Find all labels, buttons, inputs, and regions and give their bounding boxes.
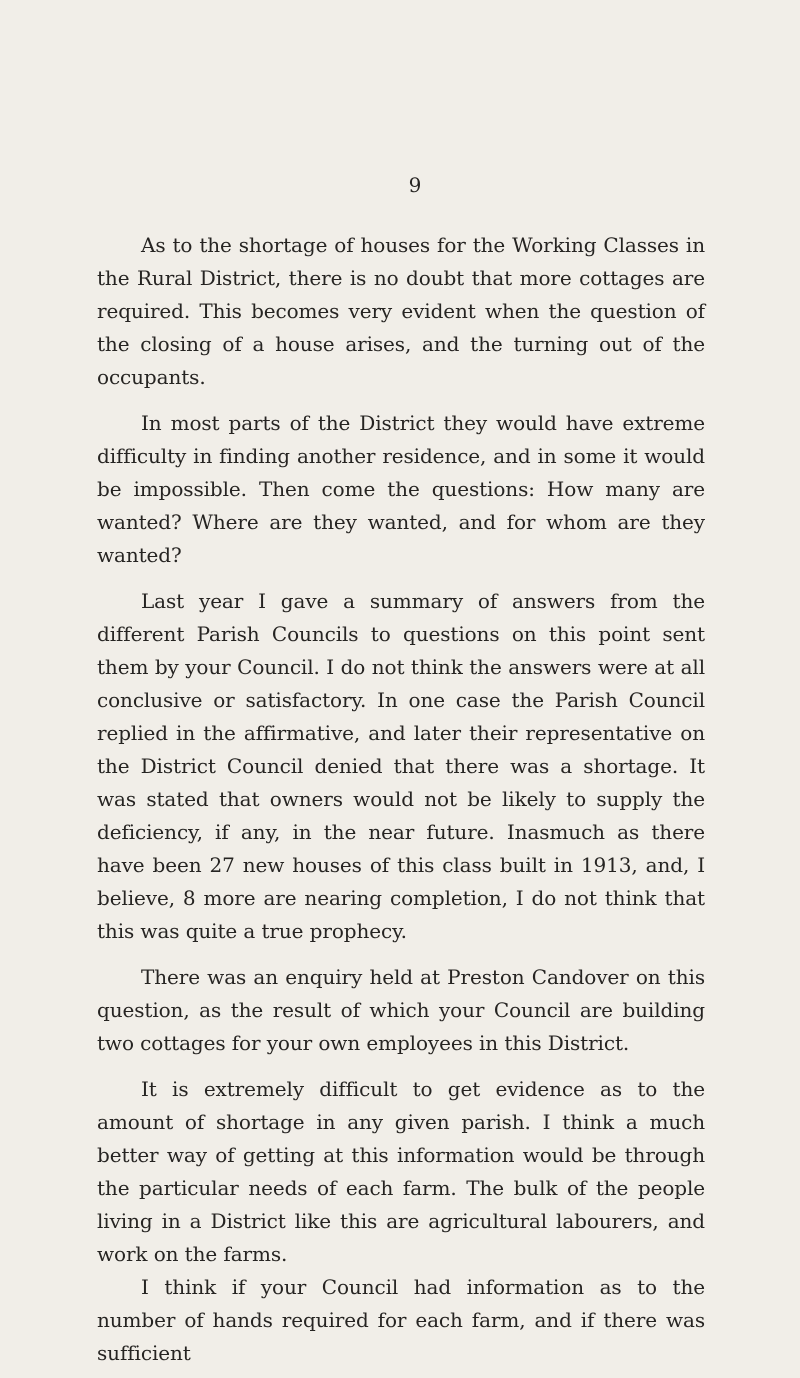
paragraph-housing-shortage: As to the shortage of houses for the Working Classes in the Rural District, there is no doubt that more cottages are required. This becomes very evident when the question of the closing of a house arises, and the turning out of the occupants. — [97, 233, 705, 389]
body-text — [97, 229, 705, 1370]
paragraph-district-difficulty: In most parts of the District they would have extreme difficulty in finding another residence, and in some it would be impossible. Then come the questions: How many are wanted? Where are they wanted, and for whom are they wanted? — [97, 411, 705, 567]
paragraph-farm-hands: I think if your Council had information as to the number of hands required for each farm, and if there was sufficient — [97, 1275, 705, 1365]
paragraph-preston-candover: There was an enquiry held at Preston Candover on this question, as the result of which your Council are building two cottages for your own employees in this District. — [97, 965, 705, 1055]
page-number: 9 — [408, 173, 422, 197]
paragraph-parish-councils: Last year I gave a summary of answers from the different Parish Councils to questions on this point sent them by your Council. I do not think the answers were at all conclusive or satisfactory. In one case the Parish Council replied in the affirmative, and later their representative on the District Council denied that there was a shortage. It was stated that owners would not be likely to supply the deficiency, if any, in the near future. Inasmuch as there have been 27 new houses of this class built in 1913, and, I believe, 8 more are nearing completion, I do not think that this was quite a true prophecy. — [97, 589, 705, 943]
paragraph-evidence-shortage: It is extremely difficult to get evidence as to the amount of shortage in any given parish. I think a much better way of getting at this information would be through the particular needs of each farm. The bulk of the people living in a District like this are agricultural labourers, and work on the farms. — [97, 1077, 705, 1266]
